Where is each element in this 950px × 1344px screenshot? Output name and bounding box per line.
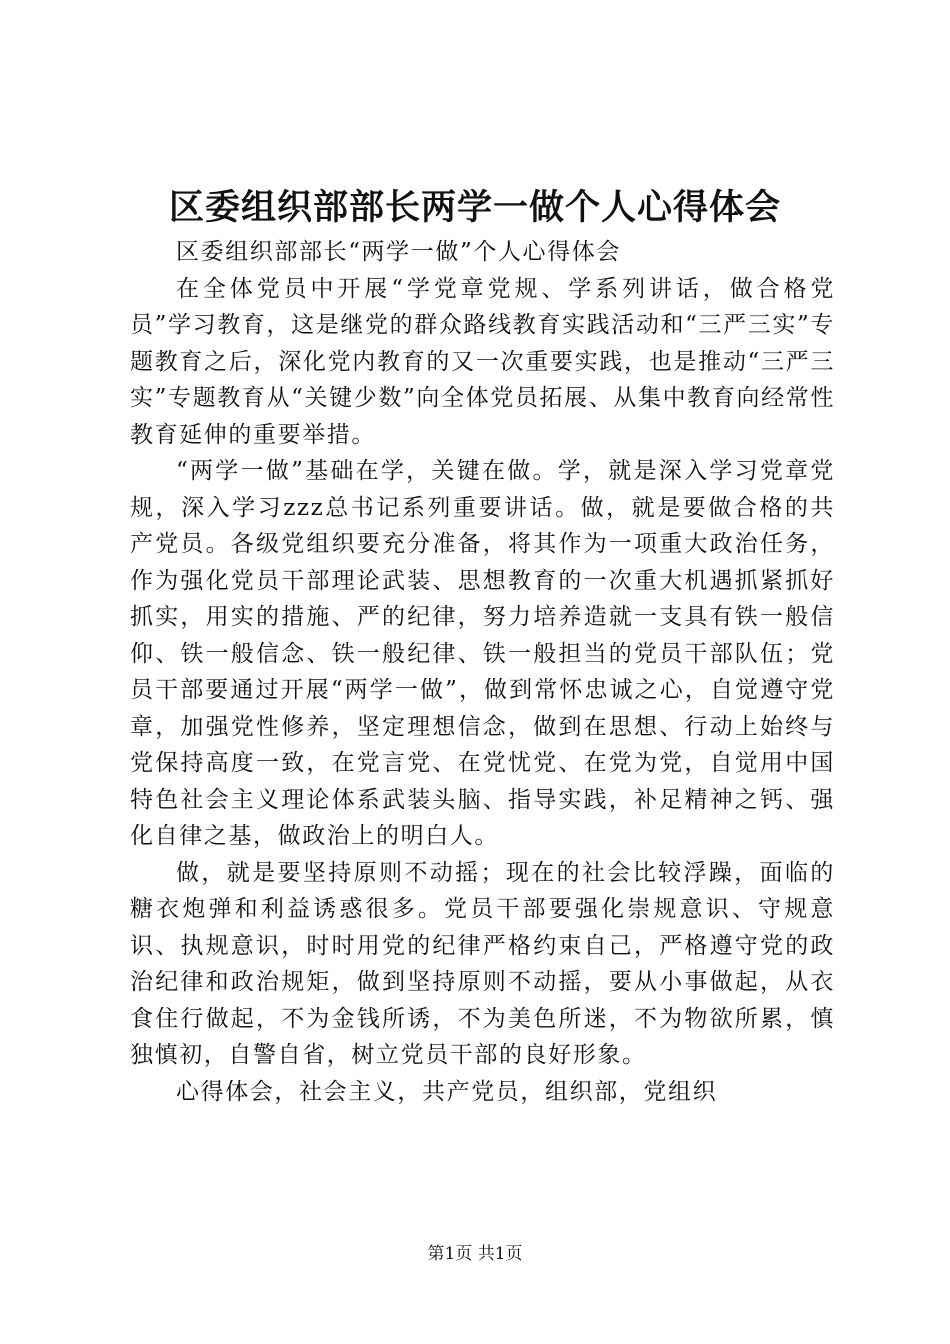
subtitle-paragraph: 区委组织部部长“两学一做”个人心得体会 xyxy=(176,239,621,265)
keywords-paragraph: 心得体会，社会主义，共产党员，组织部，党组织 xyxy=(176,1078,718,1105)
page-number-footer: 第1页 共1页 xyxy=(427,1244,523,1264)
body-paragraph-2: “两学一做”基础在学，关键在做。学，就是深入学习党章党规，深入学习zzz总书记系列重要讲话。做，就是要做合格的共产党员。各级党组织要充分准备，将其作为一项重大政治任务，作为强化党员干部理论武装、思想教育的一次重大机遇抓紧抓好抓实，用实的措施、严的纪律，努力培养造就一支具有铁一般信仰、铁一般信念、铁一般纪律、铁一般担当的党员干部队伍；党员干部要通过开展“两学一做”，做到常怀忠诚之心，自觉遵守党章，加强党性修养，坚定理想信念，做到在思想、行动上始终与党保持高度一致，在党言党、在党忧党、在党为党，自觉用中国特色社会主义理论体系武装头脑、指导实践，补足精神之钙、强化自律之基，做政治上的明白人。 xyxy=(130,458,835,849)
body-paragraph-1: 在全体党员中开展“学党章党规、学系列讲话，做合格党员”学习教育，这是继党的群众路线教育实践活动和“三严三实”专题教育之后，深化党内教育的又一次重要实践，也是推动“三严三实”专题教育从“关键少数”向全体党员拓展、从集中教育向经常性教育延伸的重要举措。 xyxy=(130,275,835,448)
body-paragraph-3: 做，就是要坚持原则不动摇；现在的社会比较浮躁，面临的糖衣炮弹和利益诱惑很多。党员干部要强化崇规意识、守规意识、执规意识，时时用党的纪律严格约束自己，严格遵守党的政治纪律和政治规矩，做到坚持原则不动摇，要从小事做起，从衣食住行做起，不为金钱所诱，不为美色所迷，不为物欲所累，慎独慎初，自警自省，树立党员干部的良好形象。 xyxy=(130,859,835,1068)
document-body xyxy=(130,234,835,1110)
document-title: 区委组织部部长两学一做个人心得体会 xyxy=(168,187,781,228)
